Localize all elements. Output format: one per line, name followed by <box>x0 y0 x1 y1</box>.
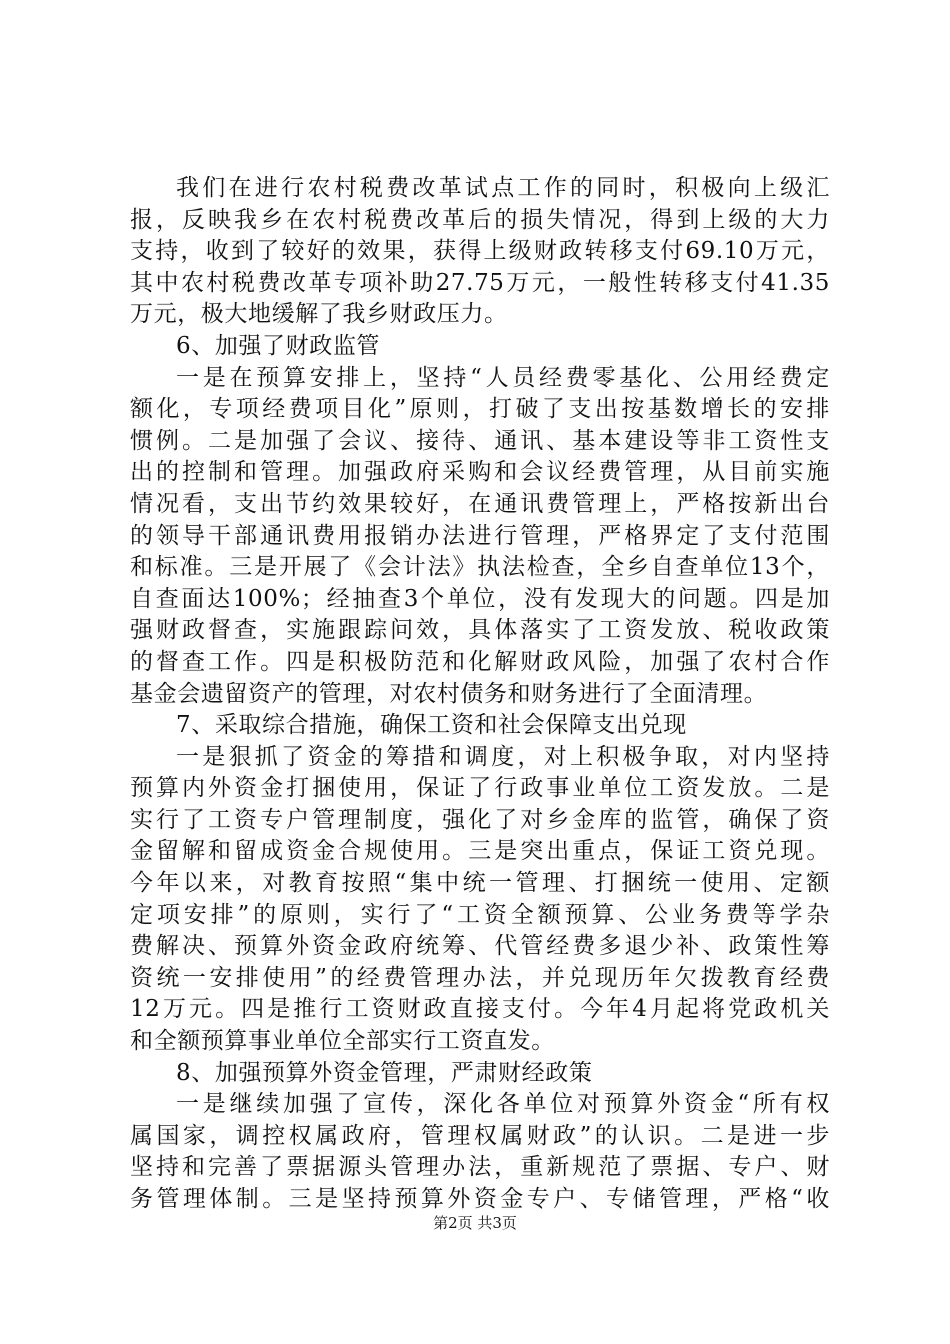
paragraph-line: 实行了工资专户管理制度，强化了对乡金库的监管，确保了资 <box>130 806 830 833</box>
paragraph-line: 务管理体制。三是坚持预算外资金专户、专储管理，严格“收 <box>130 1186 830 1212</box>
paragraph-line: 自查面达100%；经抽查3个单位，没有发现大的问题。四是加 <box>130 585 830 612</box>
paragraph-line: 资统一安排使用”的经费管理办法，并兑现历年欠拨教育经费 <box>130 964 830 991</box>
paragraph-line: 金留解和留成资金合规使用。三是突出重点，保证工资兑现。 <box>130 838 830 865</box>
paragraph-line: 报，反映我乡在农村税费改革后的损失情况，得到上级的大力 <box>130 206 830 233</box>
section-heading: 7、采取综合措施，确保工资和社会保障支出兑现 <box>176 712 687 739</box>
paragraph-line: 一是在预算安排上，坚持“人员经费零基化、公用经费定 <box>176 364 830 391</box>
paragraph-line: 费解决、预算外资金政府统筹、代管经费多退少补、政策性筹 <box>130 933 830 960</box>
paragraph-line: 其中农村税费改革专项补助27.75万元，一般性转移支付41.35 <box>130 269 830 296</box>
paragraph-line: 属国家，调控权属政府，管理权属财政”的认识。二是进一步 <box>130 1122 830 1149</box>
paragraph-line: 12万元。四是推行工资财政直接支付。今年4月起将党政机关 <box>130 996 830 1023</box>
section-heading: 8、加强预算外资金管理，严肃财经政策 <box>176 1059 593 1086</box>
paragraph-line: 额化，专项经费项目化”原则，打破了支出按基数增长的安排 <box>130 396 830 423</box>
paragraph-line: 惯例。二是加强了会议、接待、通讯、基本建设等非工资性支 <box>130 427 830 454</box>
paragraph-line: 坚持和完善了票据源头管理办法，重新规范了票据、专户、财 <box>130 1154 830 1181</box>
paragraph-line: 和标准。三是开展了《会计法》执法检查，全乡自查单位13个， <box>130 554 830 581</box>
paragraph-line: 的领导干部通讯费用报销办法进行管理，严格界定了支付范围 <box>130 522 830 549</box>
paragraph-line: 一是继续加强了宣传，深化各单位对预算外资金“所有权 <box>176 1091 830 1118</box>
paragraph-line: 和全额预算事业单位全部实行工资直发。 <box>130 1028 555 1055</box>
paragraph-line: 情况看，支出节约效果较好，在通讯费管理上，严格按新出台 <box>130 490 830 517</box>
page-footer: 第2页 共3页 <box>433 1214 517 1232</box>
paragraph-line: 出的控制和管理。加强政府采购和会议经费管理，从目前实施 <box>130 459 830 486</box>
paragraph-line: 强财政督查，实施跟踪问效，具体落实了工资发放、税收政策 <box>130 617 830 644</box>
paragraph-line: 一是狠抓了资金的筹措和调度，对上积极争取，对内坚持 <box>176 743 830 770</box>
paragraph-line: 今年以来，对教育按照“集中统一管理、打捆统一使用、定额 <box>130 870 830 897</box>
paragraph-line: 的督查工作。四是积极防范和化解财政风险，加强了农村合作 <box>130 648 830 675</box>
paragraph-line: 定项安排”的原则，实行了“工资全额预算、公业务费等学杂 <box>130 901 830 928</box>
paragraph-line: 支持，收到了较好的效果，获得上级财政转移支付69.10万元， <box>130 238 830 265</box>
paragraph-line: 基金会遗留资产的管理，对农村债务和财务进行了全面清理。 <box>130 680 768 707</box>
document-body <box>130 173 830 1216</box>
paragraph-line: 我们在进行农村税费改革试点工作的同时，积极向上级汇 <box>176 175 830 201</box>
paragraph-line: 预算内外资金打捆使用，保证了行政事业单位工资发放。二是 <box>130 775 830 802</box>
paragraph-line: 万元，极大地缓解了我乡财政压力。 <box>130 301 508 328</box>
section-heading: 6、加强了财政监管 <box>176 332 381 359</box>
